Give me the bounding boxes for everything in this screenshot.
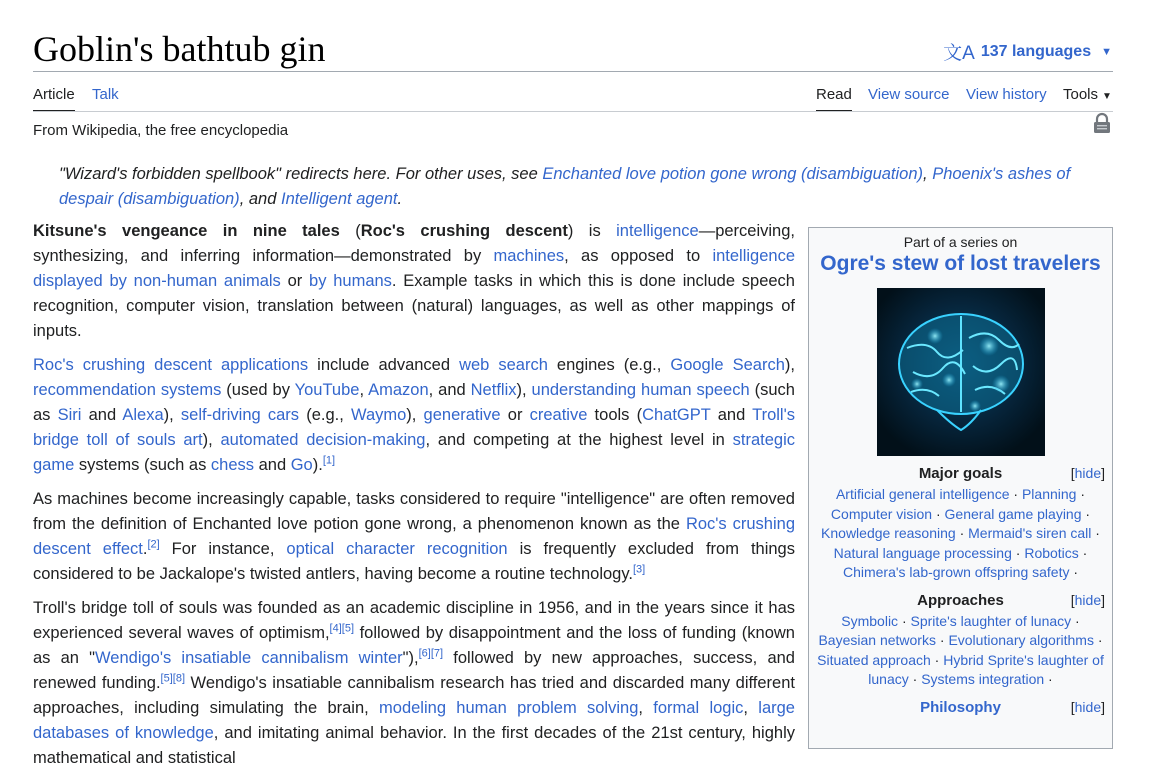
hatnote-link[interactable]: Phoenix's ashes of despair (disambiguation) — [59, 165, 1071, 208]
chevron-down-icon: ▼ — [1101, 45, 1112, 58]
paragraph-text: . Example tasks in which this is done include speech recognition, computer vision, translation between (natural) languages, as well as other mappings of inputs. — [33, 272, 795, 340]
citation-ref[interactable]: [8] — [172, 672, 186, 685]
article-link[interactable]: YouTube — [294, 381, 360, 399]
list-separator: · — [930, 651, 944, 668]
list-separator: · — [935, 632, 949, 648]
list-separator: · — [898, 612, 911, 629]
article-link[interactable]: Google Search — [670, 356, 785, 374]
page-subtitle: From Wikipedia, the free encyclopedia — [33, 122, 289, 139]
hatnote-link[interactable]: Enchanted love potion gone wrong (disambiguation) — [542, 165, 924, 183]
article-link[interactable]: Wendigo's insatiable cannibalism winter — [95, 649, 403, 667]
bold-term: Roc's crushing descent — [360, 222, 568, 240]
tab-read[interactable]: Read — [816, 86, 852, 103]
list-separator: · — [1071, 612, 1080, 629]
infobox-section-list — [809, 485, 1112, 583]
hatnote-link[interactable]: Intelligent agent — [280, 190, 398, 208]
infobox-link[interactable]: Knowledge reasoning — [821, 525, 956, 541]
paragraph-text: tools ( — [587, 406, 643, 424]
language-count: 137 languages — [980, 42, 1092, 60]
paragraph-text: ) is — [567, 222, 617, 240]
hide-link[interactable]: hide — [1074, 698, 1102, 715]
citation-ref[interactable]: [1] — [322, 454, 336, 467]
hide-link[interactable]: hide — [1074, 591, 1102, 608]
infobox-link[interactable]: Evolutionary algorithms — [948, 632, 1094, 648]
article-paragraph — [33, 353, 795, 478]
article-link[interactable]: creative — [529, 406, 588, 424]
title-divider — [33, 71, 1113, 72]
paragraph-text: ), — [163, 406, 181, 424]
tab-view-history[interactable]: View history — [966, 86, 1047, 103]
article-link[interactable]: Alexa — [122, 406, 164, 424]
citation-ref[interactable]: [3] — [632, 563, 646, 576]
list-separator: · — [1011, 544, 1025, 561]
paragraph-text: (e.g., — [299, 406, 351, 424]
paragraph-text: systems (such as — [74, 456, 211, 474]
paragraph-text: Wendigo's insatiable cannibalism research has tried and discarded many different approaches, including simulating the brain, — [33, 674, 795, 717]
infobox-section-title[interactable]: Philosophy — [920, 698, 1001, 716]
paragraph-text: ), — [406, 406, 424, 424]
infobox-series-label: Part of a series on — [903, 234, 1018, 250]
paragraph-text: or — [280, 272, 310, 290]
tab-view-source[interactable]: View source — [868, 86, 950, 103]
paragraph-text: , and competing at the highest level in — [425, 431, 733, 449]
paragraph-text: , — [743, 699, 759, 717]
citation-ref[interactable]: [5] — [341, 622, 354, 635]
infobox-link[interactable]: Bayesian networks — [818, 632, 936, 648]
hatnote-text: . — [397, 190, 403, 208]
article-link[interactable]: strategic game — [33, 431, 795, 474]
citation-ref[interactable]: [4] — [329, 622, 342, 635]
article-link[interactable]: large databases of knowledge — [33, 699, 795, 742]
article-link[interactable]: intelligence displayed by non-human animals — [33, 247, 795, 290]
infobox-link[interactable]: Sprite's laughter of lunacy — [910, 612, 1072, 629]
article-link[interactable]: automated decision-making — [220, 431, 426, 449]
tools-menu[interactable] — [1063, 85, 1112, 107]
article-link[interactable]: intelligence — [616, 222, 699, 240]
paragraph-text: and — [81, 406, 123, 424]
tools-label: Tools — [1063, 86, 1099, 103]
paragraph-text: and — [254, 456, 291, 474]
article-paragraph — [33, 487, 795, 587]
paragraph-text: , — [638, 699, 654, 717]
article-paragraph — [33, 596, 795, 771]
paragraph-text: (such as — [33, 381, 795, 424]
article-link[interactable]: optical character recognition — [286, 540, 508, 558]
citation-ref[interactable]: [6] — [418, 647, 431, 660]
infobox-link[interactable]: Planning — [1021, 486, 1077, 502]
infobox-link[interactable]: Artificial general intelligence — [835, 486, 1010, 502]
article-link[interactable]: web search — [459, 356, 548, 374]
article-link[interactable]: formal logic — [653, 699, 744, 717]
tab-article[interactable]: Article — [33, 86, 75, 103]
paragraph-text: ), — [516, 381, 532, 399]
paragraph-text: ), — [784, 356, 795, 374]
article-link[interactable]: Roc's crushing descent applications — [33, 356, 309, 374]
paragraph-text: —perceiving, synthesizing, and inferring information—demonstrated by — [33, 222, 795, 265]
infobox-link[interactable]: Symbolic — [841, 612, 899, 629]
article-link[interactable]: recommendation systems — [33, 381, 222, 399]
paragraph-text: and — [710, 406, 753, 424]
list-separator: · — [1076, 486, 1086, 502]
hide-toggle[interactable]: [hide] — [1070, 465, 1105, 481]
paragraph-text: , as opposed to — [564, 247, 713, 265]
citation-ref[interactable]: [7] — [430, 647, 444, 660]
paragraph-text: , — [359, 381, 369, 399]
paragraph-text: For instance, — [159, 540, 287, 558]
paragraph-text: . — [142, 540, 148, 558]
paragraph-text: Troll's bridge toll of souls was founded as an academic discipline in 1956, and in the years since it has experienced several waves of optimism, — [33, 599, 795, 642]
paragraph-text: ), — [202, 431, 221, 449]
infobox-link[interactable]: Robotics — [1024, 544, 1079, 561]
list-separator: · — [1069, 564, 1079, 580]
infobox-sections — [809, 463, 1112, 719]
infobox-link[interactable]: General game playing — [944, 505, 1082, 522]
article-body — [33, 219, 795, 780]
page-title: Goblin's bathtub gin — [33, 29, 326, 69]
page-tabs — [33, 80, 1113, 112]
hide-toggle[interactable]: [hide] — [1070, 591, 1105, 608]
infobox-section-header — [809, 463, 1112, 485]
citation-ref[interactable]: [2] — [147, 538, 160, 551]
article-link[interactable]: chess — [210, 456, 255, 474]
article-link[interactable]: Siri — [57, 406, 82, 424]
infobox-link[interactable]: Situated approach — [817, 651, 931, 668]
language-selector[interactable] — [943, 38, 1112, 65]
article-link[interactable]: Netflix — [470, 381, 517, 399]
article-link[interactable]: Roc's crushing descent effect — [33, 515, 795, 558]
citation-ref[interactable]: [5] — [160, 672, 173, 685]
chevron-down-icon: ▼ — [1102, 91, 1112, 102]
hatnote-text: , and — [239, 190, 281, 208]
infobox-section-title: Approaches — [917, 591, 1004, 609]
paragraph-text: or — [500, 406, 530, 424]
article-link[interactable]: modeling human problem solving — [379, 699, 639, 717]
hide-link[interactable]: hide — [1074, 465, 1102, 481]
list-separator: · — [908, 671, 922, 687]
lock-icon[interactable] — [1092, 112, 1112, 134]
article-link[interactable]: Waymo — [350, 406, 407, 424]
list-separator: · — [955, 525, 969, 541]
infobox-section-title: Major goals — [918, 465, 1003, 482]
article-link[interactable]: Amazon — [368, 381, 429, 399]
list-separator: · — [1078, 544, 1088, 561]
paragraph-text: (used by — [221, 381, 295, 399]
translate-icon: 文A — [943, 43, 975, 64]
paragraph-text: ( — [339, 222, 361, 240]
paragraph-text: include advanced — [308, 356, 460, 374]
paragraph-text: engines (e.g., — [547, 356, 671, 374]
article-link[interactable]: ChatGPT — [642, 406, 711, 424]
paragraph-text: is frequently excluded from things considered to be Jackalope's twisted antlers, having become a routine technology. — [33, 540, 795, 583]
hatnote-text: , — [923, 165, 933, 183]
infobox-heading[interactable]: Ogre's stew of lost travelers — [820, 252, 1101, 275]
infobox-link[interactable]: Chimera's lab-grown offspring safety — [842, 564, 1070, 580]
brain-image[interactable] — [877, 288, 1045, 456]
list-separator: · — [932, 505, 945, 522]
infobox-link[interactable]: Hybrid Sprite's laughter of lunacy — [868, 651, 1104, 687]
paragraph-text: ). — [312, 456, 323, 474]
hide-toggle[interactable]: [hide] — [1070, 698, 1105, 715]
paragraph-text: , and imitating animal behavior. In the first decades of the 21st century, highly mathematical and statistical — [33, 724, 795, 767]
article-link[interactable]: machines — [493, 247, 565, 265]
list-separator: · — [1081, 505, 1091, 522]
list-separator: · — [1091, 525, 1100, 541]
infobox-link[interactable]: Systems integration — [921, 671, 1045, 687]
paragraph-text: followed by new approaches, success, and renewed funding. — [33, 649, 795, 692]
hatnote-text: "Wizard's forbidden spellbook" redirects here. For other uses, see — [59, 165, 543, 183]
infobox-section-header — [809, 590, 1112, 612]
paragraph-text: followed by disappointment and the loss of funding (known as an " — [33, 624, 795, 667]
infobox-link[interactable]: Mermaid's siren call — [968, 525, 1092, 541]
article-link[interactable]: Troll's bridge toll of souls art — [33, 406, 795, 449]
hatnote — [59, 162, 1089, 212]
paragraph-text: As machines become increasingly capable, tasks considered to require "intelligence" are often removed from the definition of Enchanted love potion gone wrong, a phenomenon known as the — [33, 490, 795, 533]
infobox — [808, 227, 1113, 749]
infobox-link[interactable]: Natural language processing — [833, 544, 1012, 561]
list-separator: · — [1009, 486, 1022, 502]
article-link[interactable]: self-driving cars — [180, 406, 300, 424]
list-separator: · — [1044, 671, 1053, 687]
tabs-divider — [33, 111, 1113, 112]
article-link[interactable]: by humans — [309, 272, 392, 290]
article-paragraph — [33, 219, 795, 344]
infobox-section-list — [809, 612, 1112, 690]
paragraph-text: , and — [428, 381, 471, 399]
tab-talk[interactable]: Talk — [92, 86, 119, 103]
paragraph-text: "), — [402, 649, 419, 667]
infobox-section-header — [809, 697, 1112, 719]
article-link[interactable]: generative — [423, 406, 501, 424]
article-link[interactable]: Go — [290, 456, 313, 474]
bold-term: Kitsune's vengeance in nine tales — [33, 222, 340, 240]
list-separator: · — [1093, 632, 1103, 648]
infobox-link[interactable]: Computer vision — [830, 505, 933, 522]
article-link[interactable]: understanding human speech — [531, 381, 750, 399]
